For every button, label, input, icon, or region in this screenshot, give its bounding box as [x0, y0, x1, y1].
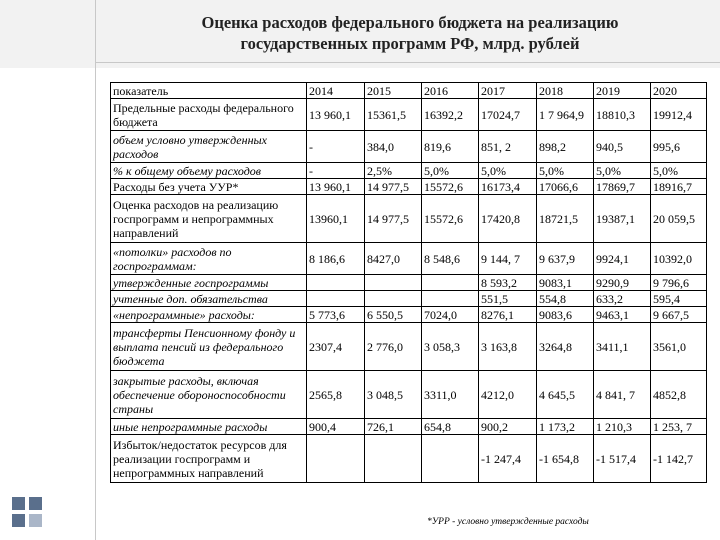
column-header: показатель: [111, 83, 307, 99]
table-cell: 726,1: [365, 419, 422, 435]
table-cell: 5 773,6: [307, 307, 365, 323]
table-cell: 8427,0: [365, 243, 422, 275]
row-label: учтенные доп. обязательства: [111, 291, 307, 307]
table-cell: 6 550,5: [365, 307, 422, 323]
column-header: 2015: [365, 83, 422, 99]
table-cell: 3561,0: [651, 323, 707, 371]
table-cell: 1 173,2: [537, 419, 594, 435]
table-cell: 9 637,9: [537, 243, 594, 275]
table-cell: 14 977,5: [365, 179, 422, 195]
column-header: 2020: [651, 83, 707, 99]
table-cell: 3 058,3: [422, 323, 479, 371]
table-cell: 900,4: [307, 419, 365, 435]
table-cell: 551,5: [479, 291, 537, 307]
table-cell: 2565,8: [307, 371, 365, 419]
table-cell: 14 977,5: [365, 195, 422, 243]
table-cell: 17066,6: [537, 179, 594, 195]
column-header: 2019: [594, 83, 651, 99]
slide-header: [0, 0, 720, 68]
table-cell: 9924,1: [594, 243, 651, 275]
row-label: Расходы без учета УУР*: [111, 179, 307, 195]
table-cell: 16392,2: [422, 99, 479, 131]
table-row: [111, 323, 707, 371]
table-cell: 15361,5: [365, 99, 422, 131]
table-cell: 8 593,2: [479, 275, 537, 291]
table-cell: 995,6: [651, 131, 707, 163]
table-cell: [365, 435, 422, 483]
table-row: [111, 131, 707, 163]
title-line-1: Оценка расходов федерального бюджета на реализацию: [201, 13, 619, 32]
table-cell: 633,2: [594, 291, 651, 307]
table-cell: -1 142,7: [651, 435, 707, 483]
row-label: «потолки» расходов по госпрограммам:: [111, 243, 307, 275]
title-line-2: государственных программ РФ, млрд. рублей: [240, 34, 580, 53]
table-cell: 1 7 964,9: [537, 99, 594, 131]
row-label: объем условно утвержденных расходов: [111, 131, 307, 163]
table-cell: 18916,7: [651, 179, 707, 195]
table-cell: 4852,8: [651, 371, 707, 419]
row-label: Избыток/недостаток ресурсов для реализации госпрограмм и непрограммных направлений: [111, 435, 307, 483]
table-cell: 819,6: [422, 131, 479, 163]
table-cell: 851, 2: [479, 131, 537, 163]
header-divider-horizontal: [95, 62, 720, 63]
table-cell: 10392,0: [651, 243, 707, 275]
table-cell: 898,2: [537, 131, 594, 163]
table-cell: 2,5%: [365, 163, 422, 179]
table-cell: 1 253, 7: [651, 419, 707, 435]
table-cell: -: [307, 131, 365, 163]
table-cell: 16173,4: [479, 179, 537, 195]
table-cell: 13 960,1: [307, 179, 365, 195]
table-cell: 8 186,6: [307, 243, 365, 275]
header-divider-vertical: [95, 0, 96, 62]
table-cell: [365, 275, 422, 291]
column-header: 2018: [537, 83, 594, 99]
row-label: закрытые расходы, включая обеспечение обороноспособности страны: [111, 371, 307, 419]
table-cell: 940,5: [594, 131, 651, 163]
budget-table: [110, 82, 707, 483]
table-cell: 654,8: [422, 419, 479, 435]
table-cell: 17420,8: [479, 195, 537, 243]
table-cell: 5,0%: [651, 163, 707, 179]
table-cell: 2307,4: [307, 323, 365, 371]
table-cell: 17024,7: [479, 99, 537, 131]
table-cell: 4 841, 7: [594, 371, 651, 419]
table-cell: -1 517,4: [594, 435, 651, 483]
table-cell: 13960,1: [307, 195, 365, 243]
row-label: трансферты Пенсионному фонду и выплата пенсий из федерального бюджета: [111, 323, 307, 371]
table-header-row: [111, 83, 707, 99]
table-row: [111, 163, 707, 179]
table-cell: [307, 435, 365, 483]
table-cell: 8276,1: [479, 307, 537, 323]
table-row: [111, 291, 707, 307]
table-cell: 8 548,6: [422, 243, 479, 275]
table-row: [111, 99, 707, 131]
table-cell: 20 059,5: [651, 195, 707, 243]
column-header: 2016: [422, 83, 479, 99]
table-cell: -1 247,4: [479, 435, 537, 483]
sidebar-divider: [95, 62, 96, 540]
table-cell: 3 048,5: [365, 371, 422, 419]
table-cell: 3411,1: [594, 323, 651, 371]
table-cell: -: [307, 163, 365, 179]
table-cell: 5,0%: [422, 163, 479, 179]
row-label: Оценка расходов на реализацию госпрограмм и непрограммных направлений: [111, 195, 307, 243]
table-cell: 9083,1: [537, 275, 594, 291]
table-row: [111, 275, 707, 291]
table-cell: 5,0%: [594, 163, 651, 179]
table-row: [111, 179, 707, 195]
row-label: % к общему объему расходов: [111, 163, 307, 179]
row-label: Предельные расходы федерального бюджета: [111, 99, 307, 131]
table-cell: 3311,0: [422, 371, 479, 419]
table-cell: 3264,8: [537, 323, 594, 371]
table-row: [111, 371, 707, 419]
column-header: 2014: [307, 83, 365, 99]
table-cell: [307, 291, 365, 307]
table-cell: 4 645,5: [537, 371, 594, 419]
footnote: *УРР - условно утвержденные расходы: [427, 517, 589, 527]
table-cell: 18810,3: [594, 99, 651, 131]
row-label: иные непрограммные расходы: [111, 419, 307, 435]
table-row: [111, 435, 707, 483]
table-cell: 900,2: [479, 419, 537, 435]
table-cell: 5,0%: [479, 163, 537, 179]
table-cell: 1 210,3: [594, 419, 651, 435]
table-cell: 15572,6: [422, 195, 479, 243]
table-cell: 9463,1: [594, 307, 651, 323]
table-cell: [307, 275, 365, 291]
table-cell: 9083,6: [537, 307, 594, 323]
column-header: 2017: [479, 83, 537, 99]
table-cell: 18721,5: [537, 195, 594, 243]
row-label: утвержденные госпрограммы: [111, 275, 307, 291]
table-cell: 5,0%: [537, 163, 594, 179]
table-cell: 15572,6: [422, 179, 479, 195]
table-cell: 9 144, 7: [479, 243, 537, 275]
table-cell: 9 667,5: [651, 307, 707, 323]
table-cell: [422, 291, 479, 307]
table-cell: 2 776,0: [365, 323, 422, 371]
row-label: «непрограммные» расходы:: [111, 307, 307, 323]
table-cell: -1 654,8: [537, 435, 594, 483]
slide-title: [100, 12, 720, 54]
table-cell: 554,8: [537, 291, 594, 307]
table-cell: 3 163,8: [479, 323, 537, 371]
table-cell: 9 796,6: [651, 275, 707, 291]
table-cell: [422, 435, 479, 483]
table-row: [111, 419, 707, 435]
table-cell: 4212,0: [479, 371, 537, 419]
table-row: [111, 307, 707, 323]
table-cell: 9290,9: [594, 275, 651, 291]
table-cell: 7024,0: [422, 307, 479, 323]
table-row: [111, 195, 707, 243]
table-cell: 19387,1: [594, 195, 651, 243]
table-cell: 13 960,1: [307, 99, 365, 131]
table-cell: 595,4: [651, 291, 707, 307]
table-cell: 19912,4: [651, 99, 707, 131]
table-cell: [365, 291, 422, 307]
table-cell: 17869,7: [594, 179, 651, 195]
table-cell: 384,0: [365, 131, 422, 163]
table-row: [111, 243, 707, 275]
table-cell: [422, 275, 479, 291]
